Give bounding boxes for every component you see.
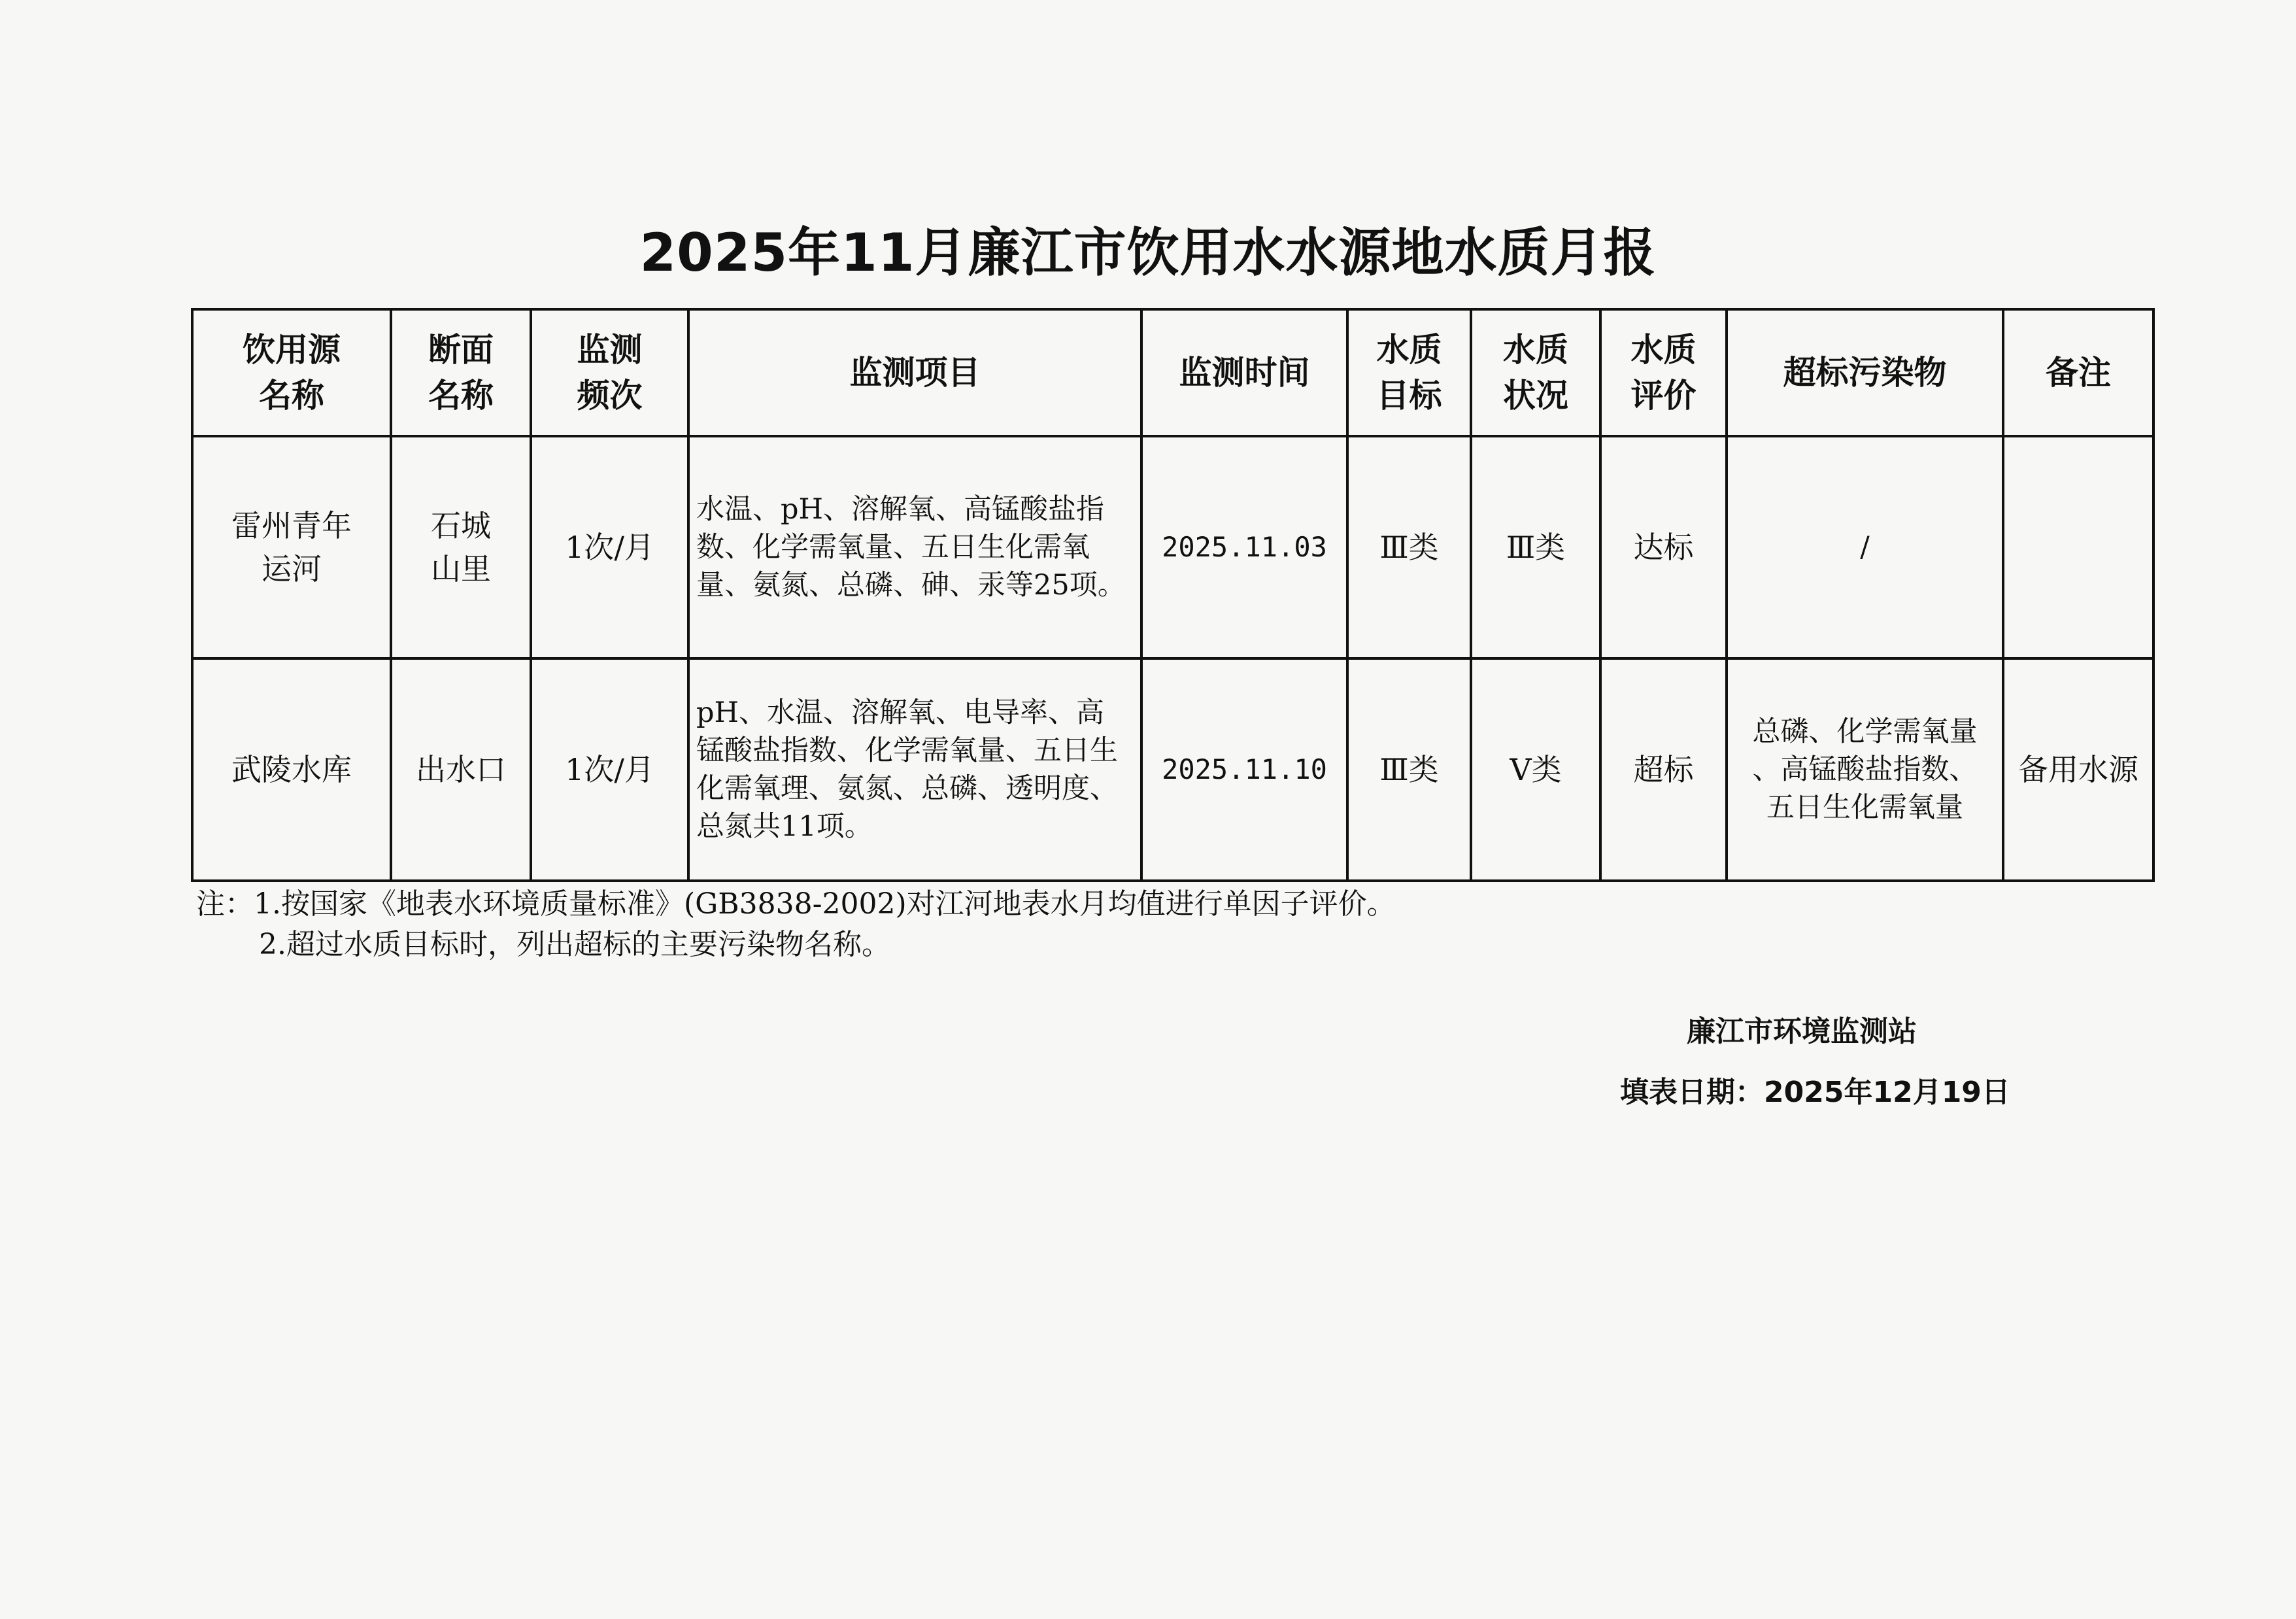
cell-status: Ⅴ类	[1471, 658, 1600, 881]
header-evaluation: 水质 评价	[1600, 309, 1727, 436]
header-status: 水质 状况	[1471, 309, 1600, 436]
cell-section-name: 出水口	[391, 658, 531, 881]
cell-target: Ⅲ类	[1347, 658, 1471, 881]
header-frequency: 监测 频次	[531, 309, 688, 436]
cell-section-name: 石城 山里	[391, 436, 531, 658]
cell-remarks	[2003, 436, 2153, 658]
header-target: 水质 目标	[1347, 309, 1471, 436]
report-title: 2025年11月廉江市饮用水水源地水质月报	[639, 222, 1657, 283]
header-remarks: 备注	[2003, 309, 2153, 436]
cell-remarks: 备用水源	[2003, 658, 2153, 881]
organization-name: 廉江市环境监测站	[1687, 1015, 1917, 1048]
cell-items: pH、水温、溶解氧、电导率、高锰酸盐指数、化学需氧量、五日生化需氧理、氨氮、总磷、透明度、总氮共11项。	[688, 658, 1141, 881]
notes	[196, 884, 1396, 965]
header-items: 监测项目	[688, 309, 1141, 436]
cell-frequency: 1次/月	[531, 658, 688, 881]
cell-evaluation: 达标	[1600, 436, 1727, 658]
note-2: 2.超过水质目标时，列出超标的主要污染物名称。	[259, 928, 890, 961]
cell-evaluation: 超标	[1600, 658, 1727, 881]
header-section-name: 断面 名称	[391, 309, 531, 436]
table-row	[192, 436, 2153, 658]
cell-target: Ⅲ类	[1347, 436, 1471, 658]
note-1: 注：1.按国家《地表水环境质量标准》(GB3838-2002)对江河地表水月均值进行单因子评价。	[196, 887, 1396, 921]
fill-date: 填表日期：2025年12月19日	[1620, 1076, 2010, 1109]
cell-time: 2025.11.10	[1141, 658, 1347, 881]
cell-source-name: 雷州青年 运河	[192, 436, 391, 658]
cell-time: 2025.11.03	[1141, 436, 1347, 658]
cell-pollutants: /	[1727, 436, 2003, 658]
cell-source-name: 武陵水库	[192, 658, 391, 881]
cell-status: Ⅲ类	[1471, 436, 1600, 658]
table-header-row	[192, 309, 2153, 436]
water-quality-table	[191, 308, 2155, 882]
table-row	[192, 658, 2153, 881]
header-source-name: 饮用源 名称	[192, 309, 391, 436]
header-pollutants: 超标污染物	[1727, 309, 2003, 436]
cell-pollutants: 总磷、化学需氧量 、高锰酸盐指数、 五日生化需氧量	[1727, 658, 2003, 881]
header-time: 监测时间	[1141, 309, 1347, 436]
cell-items: 水温、pH、溶解氧、高锰酸盐指数、化学需氧量、五日生化需氧量、氨氮、总磷、砷、汞等25项。	[688, 436, 1141, 658]
cell-frequency: 1次/月	[531, 436, 688, 658]
